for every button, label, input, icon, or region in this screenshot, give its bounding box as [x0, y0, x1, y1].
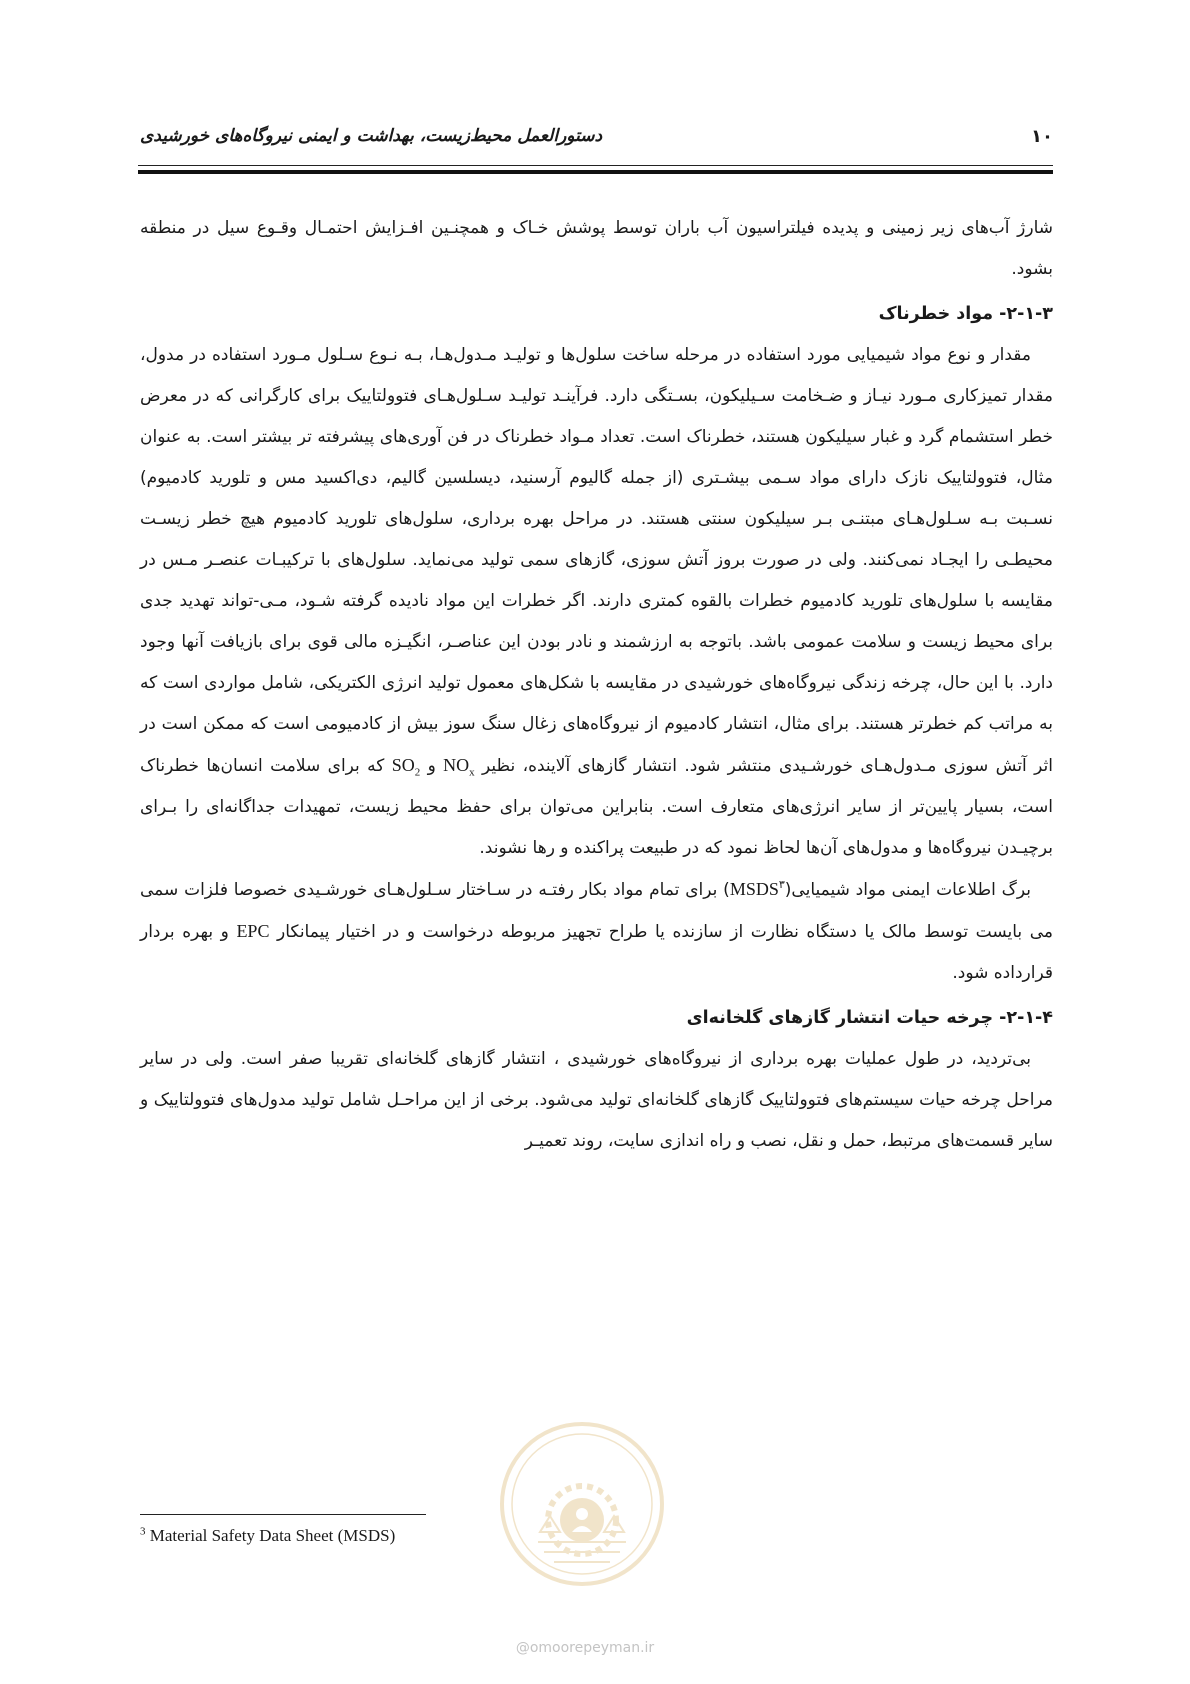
intro-paragraph: شارژ آب‌های زیر زمینی و پدیده فیلتراسیون آب باران توسط پوشش خـاک و همچنـین افـزایش احتمـال وقـوع سیل در منطقه بشود.: [140, 218, 1053, 279]
formula-so2: $SO_2$: [391, 755, 421, 779]
footnote-text: Material Safety Data Sheet (MSDS): [149, 1526, 396, 1545]
paragraph-text: مقدار و نوع مواد شیمیایی مورد استفاده در مرحله ساخت سلول‌ها و تولیـد مـدول‌هـا، بـه نـوع سـلول مـورد استفاده در مدول، مقدار تمیزکاری مـورد نیـاز و ضـخامت سـیلیکون، بسـتگی دارد. فرآینـد تولیـد سـلول‌هـای فتوولتاییک برای کارگرانی که در معرض خطر استشمام گرد و غبار سیلیکون هستند، خطرناک است. تعداد مـواد خطرناک در فن آوری‌های پیشرفته تر بیشتر است. به عنوان مثال، فتوولتاییک نازک دارای مواد سـمی بیشـتری (از جمله گالیوم آرسنید، دیسلسین گالیم، دی‌اکسید مس و تلورید کادمیوم) نسـبت بـه سـلول‌هـای مبتنـی بـر سیلیکون سنتی هستند. در مراحل بهره برداری، سلول‌های تلورید کادمیوم هیچ خطر زیسـت محیطـی را ایجـاد نمی‌کنند. ولی در صورت بروز آتش سوزی، گازهای سمی تولید می‌نماید. سلول‌های با ترکیبـات عنصـر مـس در مقایسه با سلول‌های تلورید کادمیوم خطرات بالقوه کمتری دارند. اگر خطرات این مواد نادیده گرفته شـود، مـی-تواند تهدید جدی برای محیط زیست و سلامت عمومی باشد. باتوجه به ارزشمند و نادر بودن این عناصـر، انگیـزه مالی قوی برای بازیافت آنها وجود دارد. با این حال، چرخه زندگی نیروگاه‌های خورشیدی در مقایسه با شکل‌های معمول تولید انرژی الکتریکی، شامل مواردی است که به مراتب کم خطرتر هستند. برای مثال، انتشار کادمیوم از نیروگاه‌های زغال سنگ سوز بیش از کادمیومی است که ممکن است در اثر آتش سوزی مـدول‌هـای خورشـیدی منتشر شود. انتشار گازهای آلاینده، نظیر: [140, 345, 1053, 776]
page-number: ۱۰: [1031, 125, 1053, 147]
footnote: [140, 1526, 395, 1546]
msds-acronym: MSDS$^۳$: [729, 879, 785, 899]
footnote-number: 3: [140, 1525, 146, 1538]
header-rule-thick: [138, 170, 1053, 174]
section-heading-ghg-lifecycle: ۲-۱-۴- چرخه حیات انتشار گازهای گلخانه‌ای: [686, 1008, 1053, 1028]
running-title: دستورالعمل محیط‌زیست، بهداشت و ایمنی نیروگاه‌های خورشیدی: [140, 126, 603, 146]
ghg-lifecycle-paragraph: بی‌تردید، در طول عملیات بهره برداری از نیروگاه‌های خورشیدی ، انتشار گازهای گلخانه‌ای تقریبا صفر است. ولی در سایر مراحل چرخه حیات سیستم‌های فتوولتاییک گازهای گلخانه‌ای تولید می‌شود. برخی از این مراحـل شامل تولید مدول‌های فتوولتاییک و سایر قسمت‌های مرتبط، حمل و نقل، نصب و راه اندازی سایت، روند تعمیـر: [140, 1049, 1053, 1151]
footnote-marker: ۳: [778, 879, 785, 891]
hazardous-materials-paragraph: مقدار و نوع مواد شیمیایی مورد استفاده در مرحله ساخت سلول‌ها و تولیـد مـدول‌هـا، بـه نـوع سـلول مـورد استفاده در مدول، مقدار تمیزکاری مـورد نیـاز و ضـخامت سـیلیکون، بسـتگی دارد. فرآینـد تولیـد سـلول‌هـای فتوولتاییک برای کارگرانی که در معرض خطر استشمام گرد و غبار سیلیکون هستند، خطرناک است. تعداد مـواد خطرناک در فن آوری‌های پیشرفته تر بیشتر است. به عنوان مثال، فتوولتاییک نازک دارای مواد سـمی بیشـتری (از جمله گالیوم آرسنید، دیسلسین گالیم، دی‌اکسید مس و تلورید کادمیوم) نسـبت بـه سـلول‌هـای مبتنـی بـر سیلیکون سنتی هستند. در مراحل بهره برداری، سلول‌های تلورید کادمیوم هیچ خطر زیسـت محیطـی را ایجـاد نمی‌کنند. ولی در صورت بروز آتش سوزی، گازهای سمی تولید می‌نماید. سلول‌های با ترکیبـات عنصـر مـس در مقایسه با سلول‌های تلورید کادمیوم خطرات بالقوه کمتری دارند. اگر خطرات این مواد نادیده گرفته شـود، مـی-تواند تهدید جدی برای محیط زیست و سلامت عمومی باشد. باتوجه به ارزشمند و نادر بودن این عناصـر، انگیـزه مالی قوی برای بازیافت آنها وجود دارد. با این حال، چرخه زندگی نیروگاه‌های خورشیدی در مقایسه با شکل‌های معمول تولید انرژی الکتریکی، شامل مواردی است که به مراتب کم خطرتر هستند. برای مثال، انتشار کادمیوم از نیروگاه‌های زغال سنگ سوز بیش از کادمیومی است که ممکن است در اثر آتش سوزی مـدول‌هـای خورشـیدی منتشر شود. انتشار گازهای آلاینده، نظیر $NO_x$ و $SO_2$ که برای سلامت انسان‌ها خطرناک است، بسیار پایین‌تر از سایر انرژی‌های متعارف است. بنابراین می‌توان برای حفظ محیط زیست، تمهیدات جداگانه‌ای را بـرای برچیـدن نیروگاه‌ها و مدول‌های آن‌ها لحاظ نمود که در طبیعت پراکنده و رها نشوند.: [140, 345, 1053, 858]
page-body: [140, 208, 1053, 1162]
section-heading-hazardous-materials: ۲-۱-۳- مواد خطرناک: [878, 304, 1053, 324]
formula-nox: $NO_x$: [443, 755, 475, 779]
watermark-url: @omoorepeyman.ir: [515, 1640, 655, 1656]
paragraph-text: که برای سلامت انسان‌ها خطرناک است، بسیار پایین‌تر از سایر انرژی‌های متعارف است. بنابراین می‌توان برای حفظ محیط زیست، تمهیدات جداگانه‌ای را بـرای برچیـدن نیروگاه‌ها و مدول‌های آن‌ها لحاظ نمود که در طبیعت پراکنده و رها نشوند.: [140, 756, 1053, 858]
footnote-rule: [140, 1514, 426, 1515]
watermark-logo-icon: [498, 1420, 666, 1588]
msds-paragraph: برگ اطلاعات ایمنی مواد شیمیایی(MSDS$^۳$) برای تمام مواد بکار رفتـه در سـاختار سـلول‌هـای خورشـیدی خصوصا فلزات سمی می بایست توسط مالک یا دستگاه نظارت از سازنده یا طراح تجهیز مربوطه درخواست و در اختیار پیمانکار EPC و بهره بردار قرارداده شود.: [140, 879, 1054, 983]
header-rule-thin: [138, 165, 1053, 166]
page-header: [140, 122, 1053, 150]
epc-acronym: EPC: [236, 921, 270, 941]
